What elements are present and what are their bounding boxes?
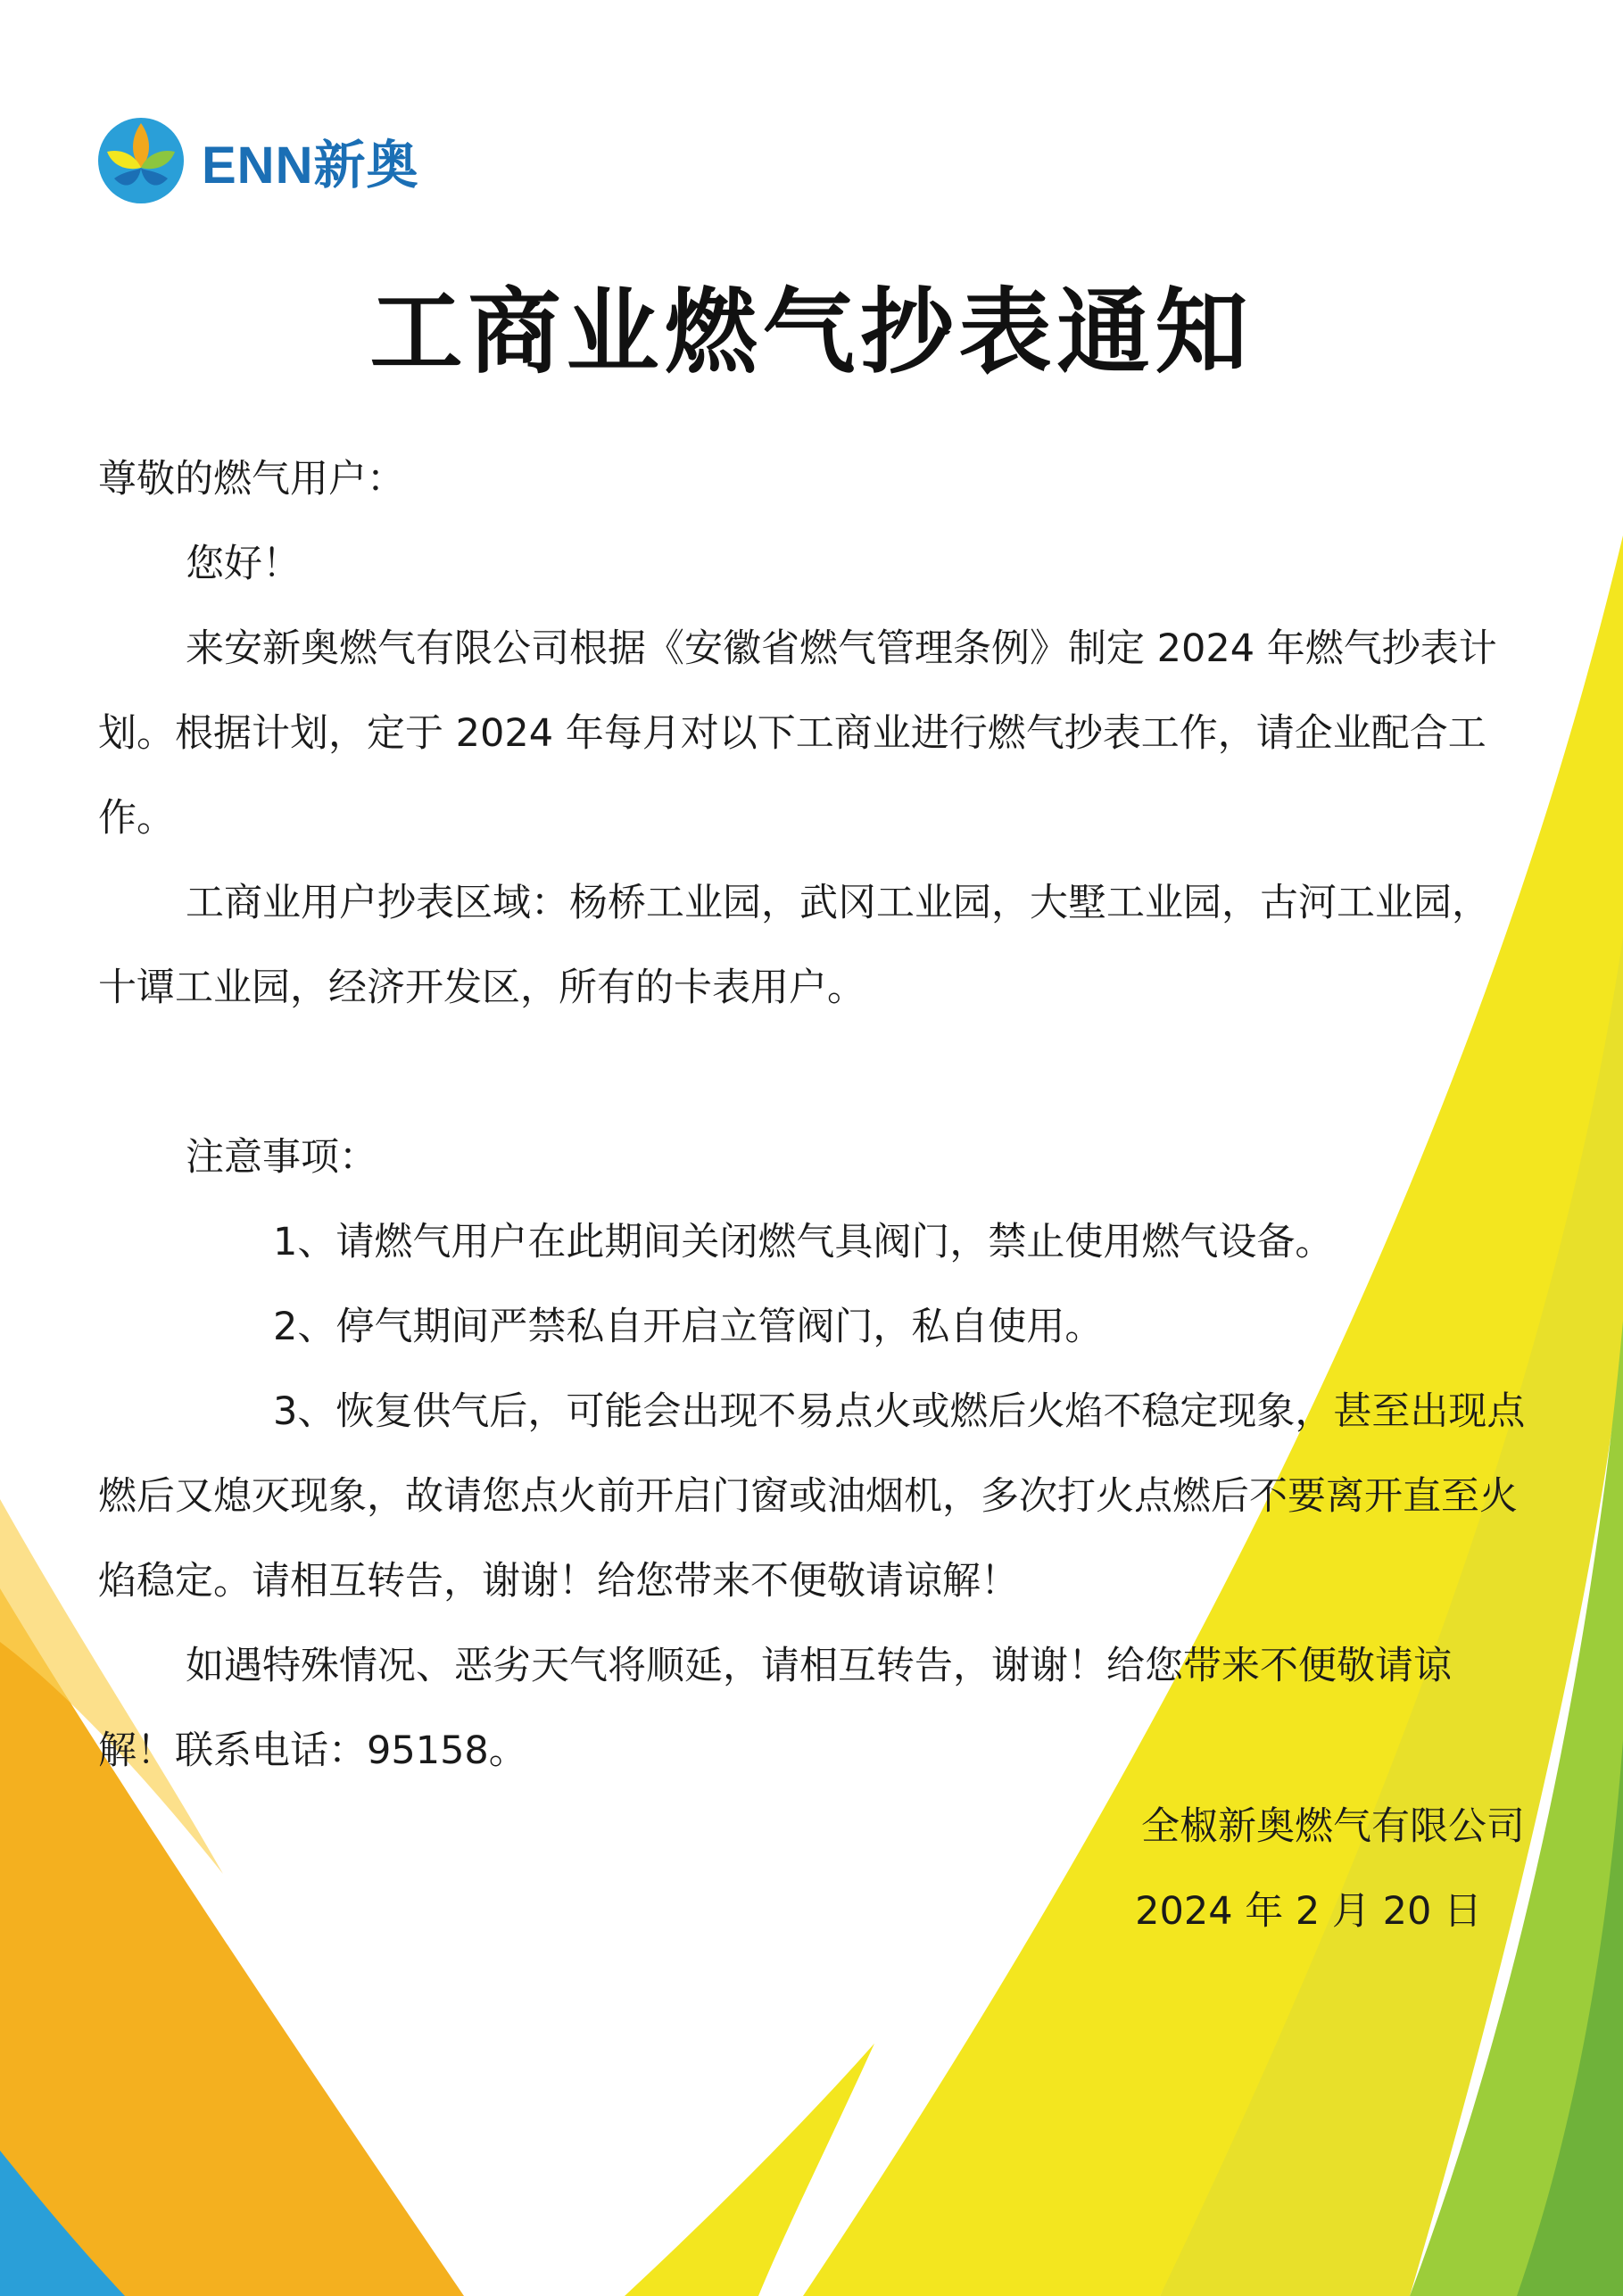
closing-paragraph: 如遇特殊情况、恶劣天气将顺延，请相互转告，谢谢！给您带来不便敬请谅解！联系电话：95158。: [98, 1644, 1452, 1773]
brand-name: ENN新奥: [202, 137, 419, 195]
enn-sunflower-logo-icon: [96, 116, 186, 205]
note-item: 2、停气期间严禁私自开启立管阀门，私自使用。: [273, 1305, 1104, 1349]
note-item: 1、请燃气用户在此期间关闭燃气具阀门，禁止使用燃气设备。: [273, 1220, 1334, 1264]
greeting: 您好！: [186, 542, 301, 586]
paragraph-areas: 工商业用户抄表区域：杨桥工业园，武冈工业园，大墅工业园，古河工业园，十谭工业园，经济开发区，所有的卡表用户。: [98, 881, 1490, 1010]
notice-body: [98, 437, 1528, 1794]
company-logo: [96, 116, 418, 205]
notice-title: 工商业燃气抄表通知: [369, 278, 1254, 386]
signature-date: 2024 年 2 月 20 日: [1135, 1889, 1482, 1934]
paragraph-plan: 来安新奥燃气有限公司根据《安徽省燃气管理条例》制定 2024 年燃气抄表计划。根据计划，定于 2024 年每月对以下工商业进行燃气抄表工作，请企业配合工作。: [98, 626, 1497, 841]
notes-heading: 注意事项：: [186, 1135, 377, 1180]
spacer: [98, 1031, 1528, 1115]
signature-block: [1135, 1785, 1525, 1954]
salutation: 尊敬的燃气用户：: [98, 457, 405, 501]
signature-company: 全椒新奥燃气有限公司: [1141, 1804, 1525, 1849]
note-item: 3、恢复供气后，可能会出现不易点火或燃后火焰不稳定现象，甚至出现点燃后又熄灭现象，故请您点火前开启门窗或油烟机，多次打火点燃后不要离开直至火焰稳定。请相互转告，谢谢！给您带来不便敬请谅解！: [98, 1389, 1526, 1604]
